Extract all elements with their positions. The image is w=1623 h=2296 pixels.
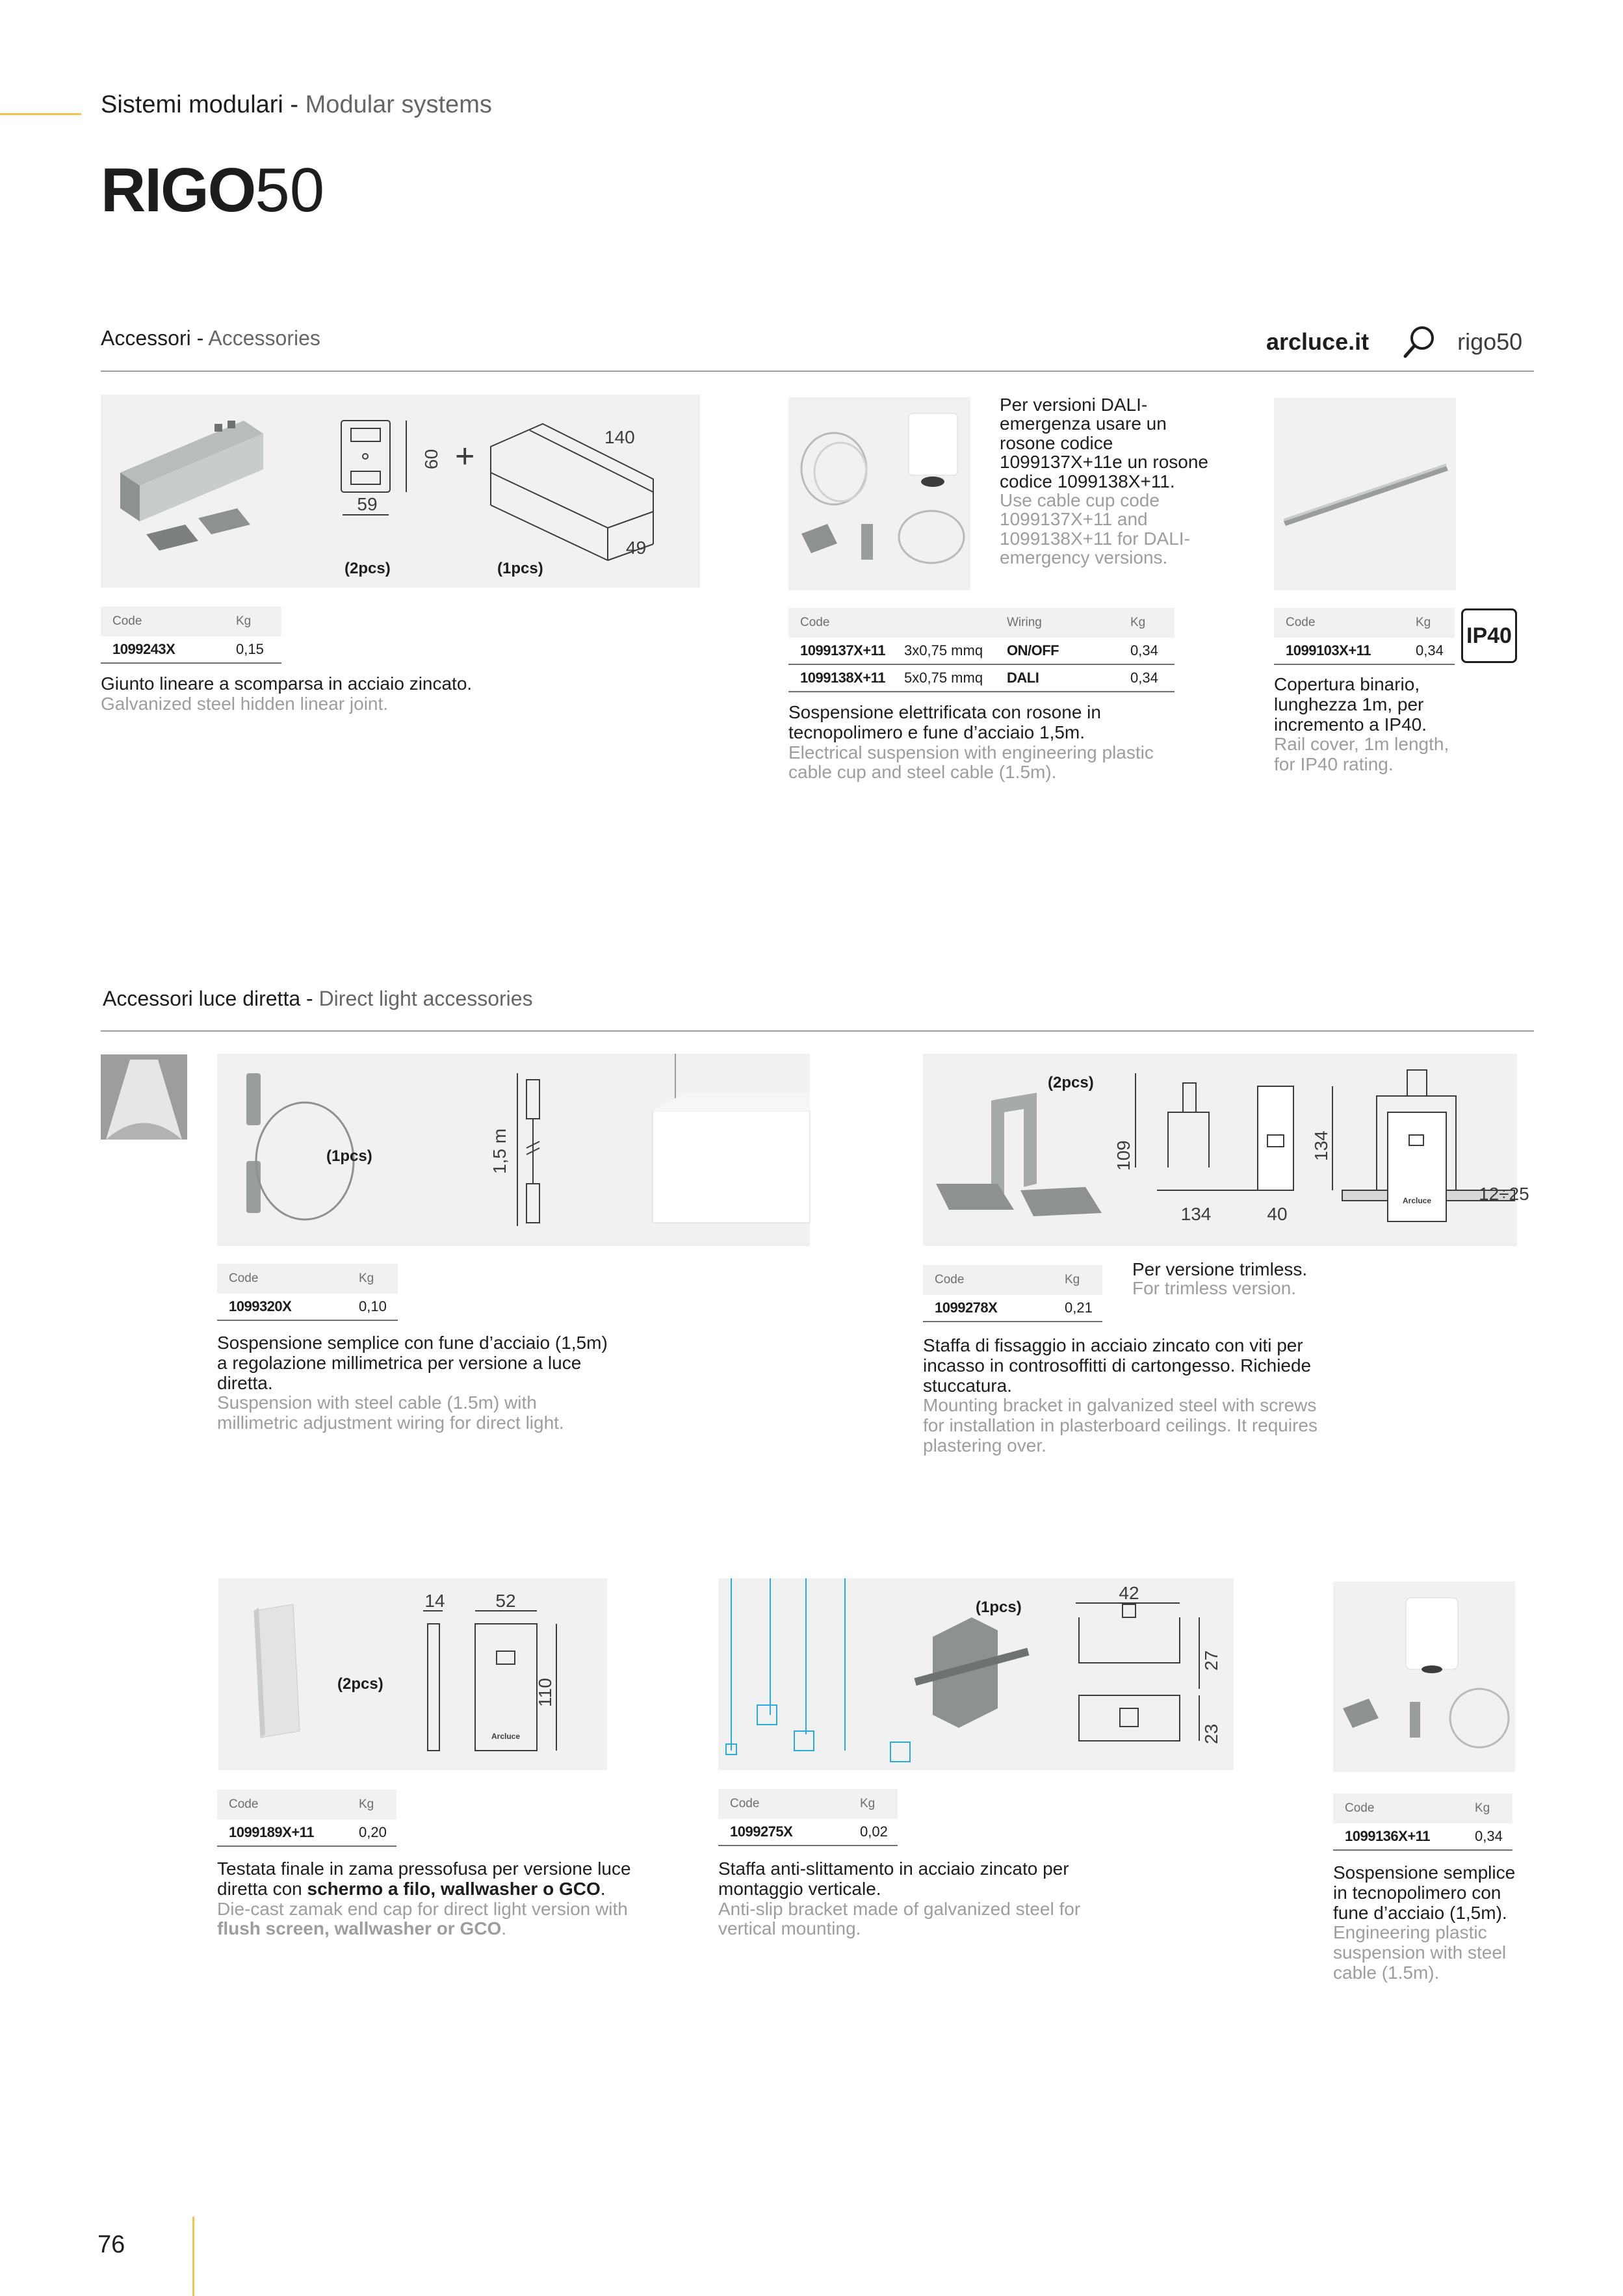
endcap-image-panel (218, 1578, 607, 1770)
bracket-photo (936, 1093, 1102, 1216)
antislip-code-table: Code Kg 1099275X 0,02 (718, 1789, 898, 1846)
endcap-brand-label: Arcluce (491, 1732, 521, 1741)
joint-image-panel (101, 395, 700, 588)
simplesusp-qty: (1pcs) (326, 1147, 372, 1165)
bracket-description: Staffa di fissaggio in acciaio zincato con viti per incasso in controsoffitti di cartongesso. Richiede stuccatura. Mounting bracket in galvanized steel with screws for installation in plasterboard ceilings. It requires plastering over. (923, 1335, 1318, 1455)
plasticsusp-photo (1343, 1598, 1509, 1747)
search-icon[interactable] (1401, 324, 1438, 360)
product-brand: RIGO50 (101, 155, 325, 225)
bracket-dim-134-w: 134 (1180, 1204, 1212, 1224)
endcap-code-table: Code Kg 1099189X+11 0,20 (217, 1790, 396, 1847)
joint-qty-b: (1pcs) (497, 560, 543, 577)
joint-description: Giunto lineare a scomparsa in acciaio zincato. Galvanized steel hidden linear joint. (101, 673, 473, 714)
railcover-photo (1284, 463, 1448, 526)
accessories-title: Accessori - Accessories (101, 326, 320, 350)
suspension-code-table: Code Wiring Kg 1099137X+11 3x0,75 mmq ON/OFF 0,34 1099138X+11 5x0,75 mmq DALI 0,34 (788, 608, 1175, 692)
bracket-dim-109: 109 (1113, 1140, 1134, 1171)
joint-plus-sign: + (455, 437, 475, 475)
search-term[interactable]: rigo50 (1457, 328, 1523, 355)
antislip-dim-27: 27 (1201, 1650, 1221, 1671)
direct-accessories-title: Accessori luce diretta - Direct light accessories (103, 987, 533, 1010)
direct-divider (101, 1030, 1534, 1032)
endcap-description: Testata finale in zama pressofusa per versione luce diretta con schermo a filo, wallwasher o GCO. Die-cast zamak end cap for direct light version with flush screen, wallwasher or GCO. (217, 1859, 631, 1939)
ip40-badge: IP40 (1461, 608, 1517, 663)
simplesusp-photo (246, 1073, 354, 1220)
simplesusp-dim: 1,5 m (489, 1128, 510, 1174)
plasticsusp-image-panel (1333, 1582, 1515, 1772)
antislip-photo (915, 1617, 1030, 1728)
antislip-description: Staffa anti-slittamento in acciaio zincato per montaggio verticale. Anti-slip bracket made of galvanized steel for vertical mounting. (718, 1859, 1081, 1939)
endcap-photo (254, 1604, 300, 1738)
railcover-image-panel (1274, 398, 1456, 590)
bracket-qty: (2pcs) (1048, 1074, 1094, 1091)
suspension-photo (801, 413, 964, 563)
simplesusp-description: Sospensione semplice con fune d’acciaio (1,5m) a regolazione millimetrica per versione a luce diretta. Suspension with steel cable (1.5m) with millimetric adjustment wiring for direct light. (217, 1333, 608, 1433)
accessories-divider (101, 371, 1534, 372)
antislip-diagrams (1076, 1603, 1199, 1741)
antislip-dim-42: 42 (1119, 1583, 1139, 1603)
plasticsusp-code-table: Code Kg 1099136X+11 0,34 (1333, 1794, 1513, 1851)
suspension-row-1: 1099137X+11 3x0,75 mmq ON/OFF 0,34 (788, 638, 1175, 665)
railcover-description: Copertura binario, lunghezza 1m, per incremento a IP40. Rail cover, 1m length, for IP40 rating. (1274, 674, 1449, 775)
railcover-code-table: Code Kg 1099103X+11 0,34 (1274, 608, 1455, 665)
bracket-dim-40: 40 (1267, 1204, 1288, 1224)
direct-light-icon (101, 1054, 187, 1140)
joint-dim-49: 49 (626, 538, 647, 558)
joint-photo (120, 421, 263, 551)
antislip-qty: (1pcs) (976, 1598, 1022, 1616)
antislip-dim-23: 23 (1201, 1723, 1221, 1744)
joint-dim-60: 60 (421, 449, 441, 469)
simplesusp-code-table: Code Kg 1099320X 0,10 (217, 1264, 398, 1321)
bracket-image-panel (923, 1054, 1529, 1246)
joint-code-table: Code Kg 1099243X 0,15 (101, 607, 281, 664)
suspension-row-2: 1099138X+11 5x0,75 mmq DALI 0,34 (788, 665, 1175, 692)
website-link[interactable]: arcluce.it (1266, 328, 1370, 355)
website-search-link[interactable] (1266, 324, 1522, 360)
suspension-note: Per versioni DALI-emergenza usare un rosone codice 1099137X+11e un rosone codice 1099138X+11. Use cable cup code 1099137X+11 and 1099138X+11 for DALI-emergency versions. (1000, 395, 1208, 568)
bracket-side-diagram (1136, 1073, 1274, 1190)
joint-qty-a: (2pcs) (344, 560, 391, 577)
bracket-code-table: Code Kg 1099278X 0,21 (923, 1265, 1102, 1322)
antislip-image-panel (718, 1578, 1234, 1770)
page-number: 76 (97, 2231, 125, 2258)
bracket-note: Per versione trimless. For trimless version. (1132, 1259, 1308, 1299)
joint-dim-59: 59 (357, 494, 378, 514)
simplesusp-diagram (517, 1073, 539, 1226)
bracket-dim-134-h: 134 (1311, 1130, 1331, 1161)
endcap-qty: (2pcs) (337, 1675, 383, 1693)
simplesusp-image-panel (217, 1054, 810, 1246)
suspension-description: Sospensione elettrificata con rosone in tecnopolimero e fune d’acciaio 1,5m. Electrical suspension with engineering plastic cable cup and steel cable (1.5m). (788, 702, 1154, 783)
endcap-dim-14: 14 (424, 1591, 445, 1611)
header-title: Sistemi modulari - Modular systems (101, 91, 492, 118)
endcap-dim-110: 110 (535, 1678, 555, 1707)
endcap-dim-52: 52 (495, 1591, 516, 1611)
luminaire-illustration (653, 1054, 810, 1223)
header-accent-line (0, 113, 81, 115)
bracket-dim-12-25: 12÷25 (1479, 1184, 1529, 1204)
bracket-brand-label: Arcluce (1402, 1196, 1432, 1205)
antislip-install-diagram (726, 1578, 910, 1762)
suspension-image-panel (788, 397, 970, 590)
footer-accent-line (192, 2217, 194, 2296)
joint-dim-140: 140 (604, 427, 635, 447)
plasticsusp-description: Sospensione semplice in tecnopolimero con fune d’acciaio (1,5m). Engineering plastic suspension with steel cable (1.5m). (1333, 1862, 1516, 1983)
